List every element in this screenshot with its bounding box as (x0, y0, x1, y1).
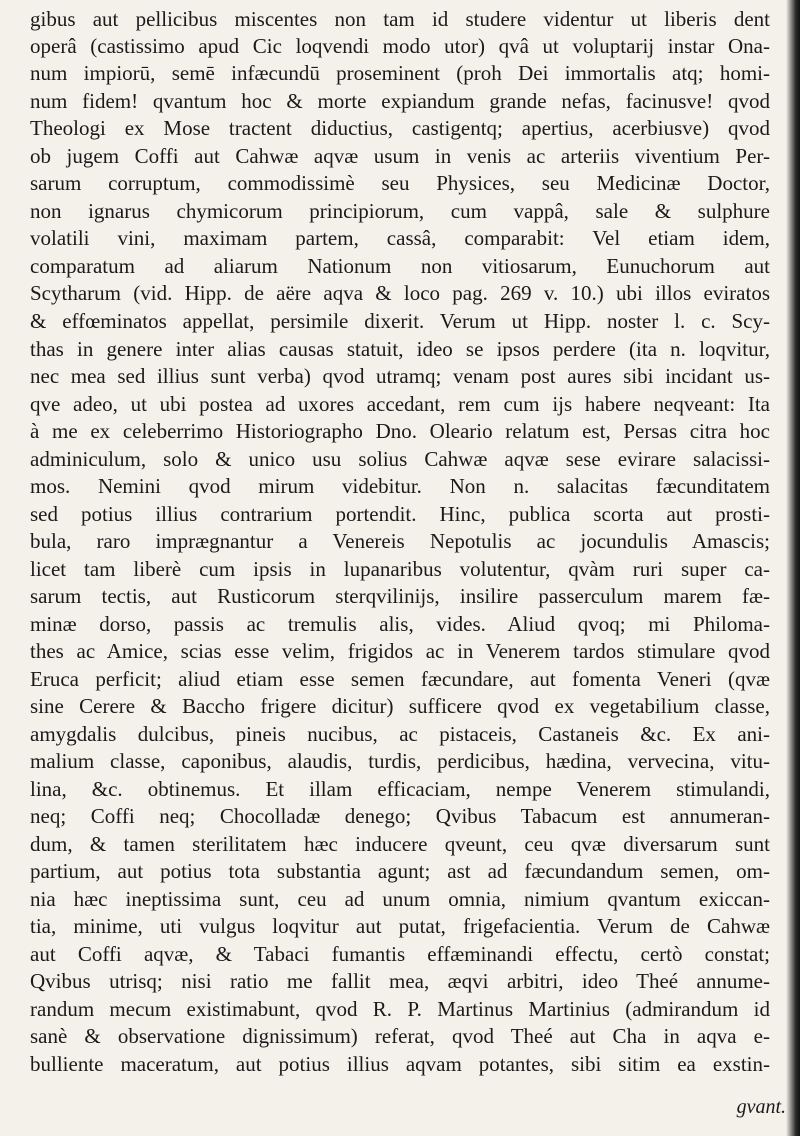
text-line-19: sed potius illius contrarium portendit. Hinc, publica scorta aut prosti- (30, 502, 770, 526)
text-line-4: num fidem! qvantum hoc & morte expiandum grande nefas, facinusve! qvod (30, 89, 770, 113)
text-line-27: amygdalis dulcibus, pineis nucibus, ac pistaceis, Castaneis &c. Ex ani- (30, 722, 770, 746)
text-line-29: lina, &c. obtinemus. Et illam efficaciam, nempe Venerem stimulandi, (30, 777, 770, 801)
text-line-34: tia, minime, uti vulgus loqvitur aut putat, frigefacientia. Verum de Cahwæ (30, 914, 770, 938)
text-line-17: adminiculum, solo & unico usu solius Cahwæ aqvæ sese evirare salacissi- (30, 447, 770, 471)
text-line-8: non ignarus chymicorum principiorum, cum vappâ, sale & sulphure (30, 199, 770, 223)
text-line-6: ob jugem Coffi aut Cahwæ aqvæ usum in venis ac arteriis viventium Per- (30, 144, 770, 168)
text-line-1: gibus aut pellicibus miscentes non tam id studere videntur ut liberis dent (30, 7, 770, 31)
text-line-7: sarum corruptum, commodissimè seu Physices, seu Medicinæ Doctor, (30, 171, 770, 195)
text-line-21: licet tam liberè cum ipsis in lupanaribus volutentur, qvàm ruri super ca- (30, 557, 770, 581)
text-line-20: bula, raro imprægnantur a Venereis Nepotulis ac jocundulis Amascis; (30, 529, 770, 553)
text-line-10: comparatum ad aliarum Nationum non vitiosarum, Eunuchorum aut (30, 254, 770, 278)
text-line-39: bulliente maceratum, aut potius illius aqvam potantes, sibi sitim ea exstin- (30, 1052, 770, 1076)
text-line-31: dum, & tamen sterilitatem hæc inducere qveunt, ceu qvæ diversarum sunt (30, 832, 770, 856)
text-line-32: partium, aut potius tota substantia agunt; ast ad fæcundandum semen, om- (30, 859, 770, 883)
text-line-35: aut Coffi aqvæ, & Tabaci fumantis effæminandi effectu, certò constat; (30, 942, 770, 966)
text-line-3: num impiorū, semē infæcundū proseminent (proh Dei immortalis atq; homi- (30, 61, 770, 85)
text-line-13: thas in genere inter alias causas statuit, ideo se ipsos perdere (ita n. loqvitur, (30, 337, 770, 361)
text-line-23: minæ dorso, passis ac tremulis alis, vides. Aliud qvoq; mi Philoma- (30, 612, 770, 636)
page-body (30, 0, 790, 1136)
text-line-28: malium classe, caponibus, alaudis, turdis, perdicibus, hædina, vervecina, vitu- (30, 749, 770, 773)
text-line-18: mos. Nemini qvod mirum videbitur. Non n. salacitas fæcunditatem (30, 474, 770, 498)
page-edge-shadow (786, 0, 800, 1136)
text-line-36: Qvibus utrisq; nisi ratio me fallit mea, æqvi arbitri, ideo Theé annume- (30, 969, 770, 993)
text-line-37: randum mecum existimabunt, qvod R. P. Martinus Martinius (admirandum id (30, 997, 770, 1021)
text-line-38: sanè & observatione dignissimum) referat, qvod Theé aut Cha in aqva e- (30, 1024, 770, 1048)
text-line-14: nec mea sed illius sunt verba) qvod utramq; venam post aures sibi incidant us- (30, 364, 770, 388)
text-line-25: Eruca perficit; aliud etiam esse semen fæcundare, aut fomenta Veneri (qvæ (30, 667, 770, 691)
text-line-5: Theologi ex Mose tractent diductius, castigentq; apertius, acerbiusve) qvod (30, 116, 770, 140)
catchword: gvant. (736, 1096, 786, 1118)
text-line-16: à me ex celeberrimo Historiographo Dno. Oleario relatum est, Persas citra hoc (30, 419, 770, 443)
text-line-33: nia hæc ineptissima sunt, ceu ad unum omnia, nimium qvantum exiccan- (30, 887, 770, 911)
text-line-9: volatili vini, maximam partem, cassâ, comparabit: Vel etiam idem, (30, 226, 770, 250)
text-line-22: sarum tectis, aut Rusticorum sterqvilinijs, insilire passerculum marem fæ- (30, 584, 770, 608)
text-line-30: neq; Coffi neq; Chocolladæ denego; Qvibus Tabacum est annumeran- (30, 804, 770, 828)
text-line-11: Scytharum (vid. Hipp. de aëre aqva & loco pag. 269 v. 10.) ubi illos eviratos (30, 281, 770, 305)
text-line-26: sine Cerere & Baccho frigere dicitur) sufficere qvod ex vegetabilium classe, (30, 694, 770, 718)
text-line-2: operâ (castissimo apud Cic loqvendi modo utor) qvâ ut voluptarij instar Ona- (30, 34, 770, 58)
text-line-15: qve adeo, ut ubi postea ad uxores accedant, rem cum ijs habere neqveant: Ita (30, 392, 770, 416)
text-line-12: & effœminatos appellat, persimile dixerit. Verum ut Hipp. noster l. c. Scy- (30, 309, 770, 333)
text-line-24: thes ac Amice, scias esse velim, frigidos ac in Venerem tardos stimulare qvod (30, 639, 770, 663)
